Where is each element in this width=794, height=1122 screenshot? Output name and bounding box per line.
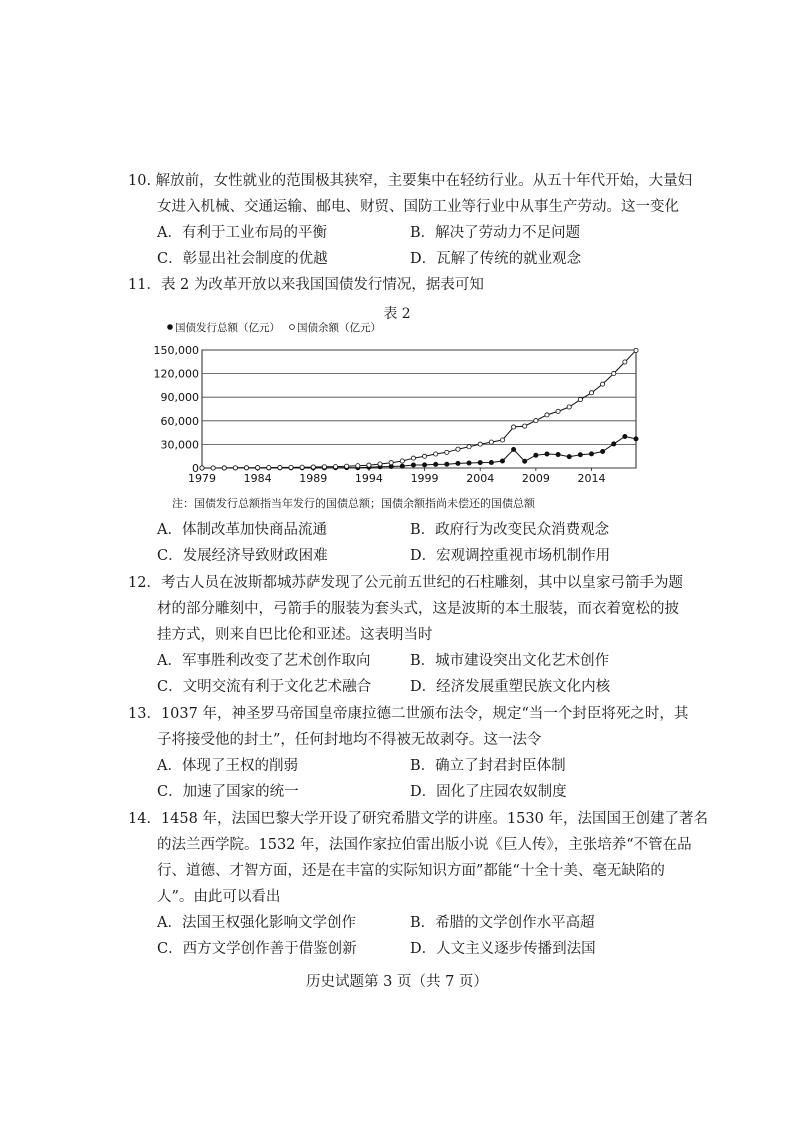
data-point-series-2 — [378, 462, 382, 466]
q10-option-a: A．有利于工业布局的平衡 — [157, 225, 327, 241]
data-point-series-2 — [333, 464, 337, 468]
q12-stem-line1: 12．考古人员在波斯都城苏萨发现了公元前五世纪的石柱雕刻，其中以皇家弓箭手为题 — [128, 575, 683, 591]
data-point-series-2 — [456, 447, 460, 451]
q11-option-d: D．宏观调控重视市场机制作用 — [410, 548, 611, 564]
y-tick-label: 60,000 — [160, 414, 199, 428]
y-tick-label: 90,000 — [160, 391, 199, 405]
data-point-series-2 — [578, 397, 582, 401]
data-point-series-2 — [289, 465, 293, 469]
data-point-series-1 — [578, 453, 582, 457]
x-tick-label: 1984 — [243, 472, 272, 485]
data-point-series-2 — [300, 465, 304, 469]
data-point-series-2 — [233, 466, 237, 470]
q13-option-a: A．体现了王权的削弱 — [157, 758, 298, 774]
data-point-series-1 — [400, 464, 404, 468]
data-point-series-1 — [434, 462, 438, 466]
series-line-1 — [202, 437, 636, 469]
x-tick-label: 1994 — [354, 472, 383, 485]
data-point-series-1 — [456, 461, 460, 465]
q14-option-b: B．希腊的文学创作水平高超 — [410, 915, 595, 931]
q12-stem-line2: 材的部分雕刻中，弓箭手的服装为套头式，这是波斯的本土服装，而衣着宽松的披 — [157, 601, 679, 617]
data-point-series-2 — [467, 445, 471, 449]
data-point-series-2 — [511, 425, 515, 429]
q12-option-d: D．经济发展重塑民族文化内核 — [410, 679, 611, 695]
y-tick-label: 150,000 — [153, 344, 199, 357]
national-debt-chart — [148, 316, 648, 494]
data-point-series-1 — [589, 452, 593, 456]
data-point-series-1 — [489, 460, 493, 464]
q12-option-a: A．军事胜利改变了艺术创作取向 — [157, 653, 371, 669]
data-point-series-2 — [345, 464, 349, 468]
q11-chart-note: 注：国债发行总额指当年发行的国债总额；国债余额指尚未偿还的国债总额 — [172, 497, 535, 510]
q11-option-b: B．政府行为改变民众消费观念 — [410, 522, 610, 538]
data-point-series-2 — [534, 419, 538, 423]
q10-option-d: D．瓦解了传统的就业观念 — [410, 251, 582, 267]
data-point-series-2 — [222, 466, 226, 470]
data-point-series-2 — [311, 465, 315, 469]
q14-stem-line3: 行、道德、才智方面，还是在丰富的实际知识方面”都能“十全十美、毫无缺陷的 — [157, 863, 665, 879]
data-point-series-1 — [467, 461, 471, 465]
data-point-series-1 — [445, 462, 449, 466]
data-point-series-2 — [634, 348, 638, 352]
data-point-series-2 — [601, 382, 605, 386]
data-point-series-2 — [589, 391, 593, 395]
q11-stem-line1: 11．表 2 为改革开放以来我国国债发行情况，据表可知 — [128, 277, 484, 293]
data-point-series-2 — [567, 405, 571, 409]
y-tick-label: 120,000 — [153, 367, 199, 381]
q14-stem-line2: 的法兰西学院。1532 年，法国作家拉伯雷出版小说《巨人传》，主张培养“不管在品 — [157, 837, 692, 853]
data-point-series-2 — [411, 456, 415, 460]
data-point-series-2 — [545, 413, 549, 417]
data-point-series-1 — [556, 452, 560, 456]
x-tick-label: 1999 — [410, 472, 439, 485]
data-point-series-2 — [434, 452, 438, 456]
data-point-series-1 — [545, 452, 549, 456]
q12-stem-line3: 挂方式，则来自巴比伦和亚述。这表明当时 — [157, 627, 433, 643]
q14-option-a: A．法国王权强化影响文学创作 — [157, 915, 356, 931]
q11-table-caption: 表 2 — [383, 306, 411, 322]
data-point-series-2 — [556, 409, 560, 413]
legend-marker-2 — [290, 325, 295, 330]
data-point-series-2 — [278, 465, 282, 469]
data-point-series-2 — [445, 450, 449, 454]
data-point-series-2 — [389, 461, 393, 465]
plot-frame — [202, 350, 636, 468]
data-point-series-2 — [478, 442, 482, 446]
q10-option-c: C．彰显出社会制度的优越 — [157, 251, 328, 267]
y-tick-label: 30,000 — [160, 438, 199, 452]
data-point-series-2 — [256, 466, 260, 470]
data-point-series-2 — [489, 440, 493, 444]
x-tick-label: 2004 — [466, 472, 495, 485]
q12-option-b: B．城市建设突出文化艺术创作 — [410, 653, 610, 669]
q13-option-d: D．固化了庄园农奴制度 — [410, 784, 567, 800]
data-point-series-2 — [267, 466, 271, 470]
data-point-series-2 — [200, 466, 204, 470]
x-tick-label: 1979 — [188, 472, 216, 485]
data-point-series-2 — [500, 438, 504, 442]
x-tick-label: 1989 — [299, 472, 328, 485]
series-line-2 — [202, 350, 636, 468]
data-point-series-1 — [422, 463, 426, 467]
page-footer: 历史试题第 3 页（共 7 页） — [306, 974, 488, 990]
q11-option-c: C．发展经济导致财政困难 — [157, 548, 328, 564]
q14-stem-line4: 人”。由此可以看出 — [157, 889, 281, 905]
q11-option-a: A．体制改革加快商品流通 — [157, 522, 327, 538]
y-tick-label: 0 — [192, 462, 199, 475]
data-point-series-2 — [523, 424, 527, 428]
q12-option-c: C．文明交流有利于文化艺术融合 — [157, 679, 372, 695]
data-point-series-2 — [400, 459, 404, 463]
data-point-series-1 — [511, 447, 515, 451]
data-point-series-1 — [623, 434, 627, 438]
data-point-series-2 — [211, 466, 215, 470]
data-point-series-2 — [356, 464, 360, 468]
q10-stem-line1: 10. 解放前，女性就业的范围极其狭窄，主要集中在轻纺行业。从五十年代开始，大量妇 — [128, 173, 693, 189]
data-point-series-1 — [534, 453, 538, 457]
legend-label-1: 国债发行总额（亿元） — [175, 322, 280, 334]
data-point-series-1 — [411, 463, 415, 467]
data-point-series-2 — [322, 465, 326, 469]
q14-option-c: C．西方文学创作善于借鉴创新 — [157, 941, 357, 957]
q13-stem-line2: 子将接受他的封土”，任何封地均不得被无故剥夺。这一法令 — [157, 732, 542, 748]
data-point-series-1 — [500, 459, 504, 463]
data-point-series-1 — [478, 460, 482, 464]
data-point-series-1 — [523, 459, 527, 463]
q13-stem-line1: 13．1037 年，神圣罗马帝国皇帝康拉德二世颁布法令，规定“当一个封臣将死之时，其 — [128, 706, 689, 722]
data-point-series-2 — [422, 454, 426, 458]
q13-option-c: C．加速了国家的统一 — [157, 784, 299, 800]
legend-marker-1 — [168, 325, 173, 330]
data-point-series-2 — [612, 371, 616, 375]
q13-option-b: B．确立了封君封臣体制 — [410, 758, 566, 774]
q14-stem-line1: 14．1458 年，法国巴黎大学开设了研究希腊文学的讲座。1530 年，法国国王创建了著名 — [128, 811, 708, 827]
data-point-series-2 — [367, 463, 371, 467]
q10-stem-line2: 女进入机械、交通运输、邮电、财贸、国防工业等行业中从事生产劳动。这一变化 — [157, 199, 679, 215]
x-tick-label: 2009 — [521, 472, 550, 485]
data-point-series-2 — [623, 360, 627, 364]
legend-label-2: 国债余额（亿元） — [297, 322, 381, 334]
q14-option-d: D．人文主义逐步传播到法国 — [410, 941, 596, 957]
q10-option-b: B．解决了劳动力不足问题 — [410, 225, 581, 241]
data-point-series-1 — [601, 449, 605, 453]
data-point-series-2 — [244, 466, 248, 470]
data-point-series-1 — [567, 455, 571, 459]
data-point-series-1 — [634, 437, 638, 441]
data-point-series-1 — [612, 442, 616, 446]
x-tick-label: 2014 — [577, 472, 606, 485]
